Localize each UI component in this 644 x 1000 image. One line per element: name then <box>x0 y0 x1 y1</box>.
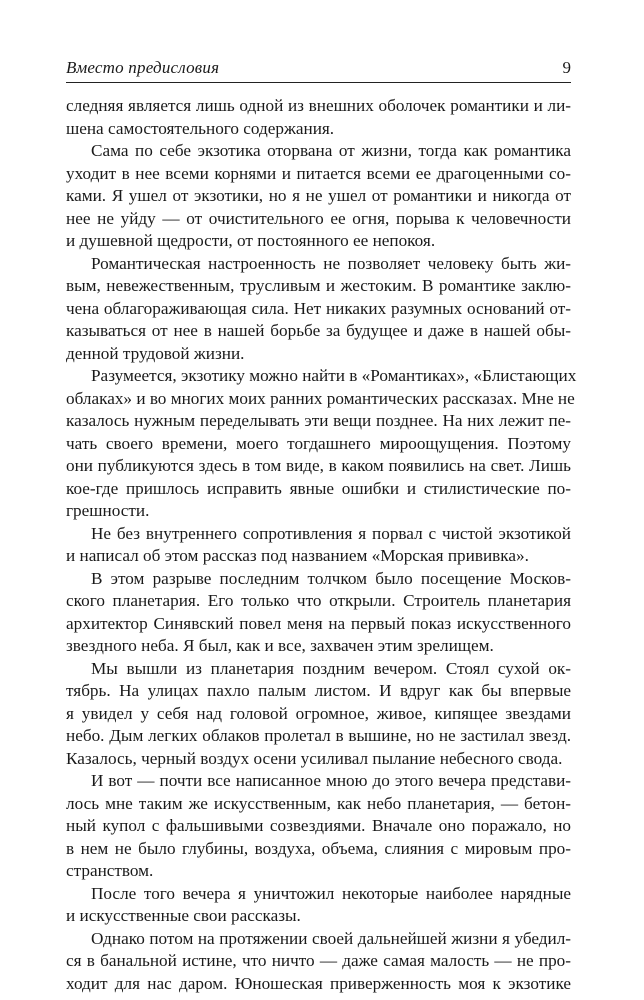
text-line: Романтическая настроенность не позволяет человеку быть жи- <box>91 253 571 273</box>
text-line: облаках» и во многих моих ранних романтических рассказах. Мне не <box>66 388 575 408</box>
text-line: я увидел у себя над головой огромное, живое, кипящее звездами <box>66 703 571 723</box>
text-line: звездного неба. Я был, как и все, захвачен этим зрелищем. <box>66 636 494 655</box>
text-line: ся в банальной истине, что ничто — даже самая малость — не про- <box>66 951 571 970</box>
text-line: и написал об этом рассказ под названием «Морская прививка». <box>66 546 529 565</box>
text-line: грешности. <box>66 501 150 520</box>
text-line: чать своего времени, моего тогдашнего мироощущения. Поэтому <box>66 433 571 453</box>
text-line: ный купол с фальшивыми созвездиями. Вначале оно поражало, но <box>66 816 571 835</box>
text-line: и душевной щедрости, от постоянного ее непокоя. <box>66 231 436 250</box>
text-line: Разумеется, экзотику можно найти в «Романтиках», «Блистающих <box>91 366 577 385</box>
text-line: Не без внутреннего сопротивления я порвал с чистой экзотикой <box>91 523 571 543</box>
text-line: кое-где пришлось исправить явные ошибки и стилистические по- <box>66 478 571 498</box>
text-line: Мы вышли из планетария поздним вечером. Стоял сухой ок- <box>91 658 571 678</box>
text-line: вым, невежественным, трусливым и жестоким. В романтике заклю- <box>66 276 571 295</box>
text-line: уходит в нее всеми корнями и питается всеми ее драгоценными со- <box>66 163 571 183</box>
text-line: После того вечера я уничтожил некоторые наиболее нарядные <box>91 883 571 903</box>
text-line: казываться от нее в нашей борьбе за будущее и даже в нашей обы- <box>66 321 571 340</box>
text-line: шена самостоятельного содержания. <box>66 118 335 138</box>
running-head <box>66 58 571 83</box>
text-line: чена облагораживающая сила. Нет никаких разумных оснований от- <box>66 298 571 318</box>
text-line: и искусственные свои рассказы. <box>66 906 301 925</box>
text-line: архитектор Синявский повел меня на первый показ искусственного <box>66 613 571 633</box>
text-line: ками. Я ушел от экзотики, но я не ушел от романтики и никогда от <box>66 186 571 205</box>
text-line: В этом разрыве последним толчком было посещение Москов- <box>91 568 571 588</box>
text-line: следняя является лишь одной из внешних оболочек романтики и ли- <box>66 96 571 115</box>
text-line: Однако потом на протяжении своей дальнейшей жизни я убедил- <box>91 928 571 948</box>
text-line: казалось нужным переделывать эти вещи позднее. На них лежит пе- <box>66 411 571 430</box>
text-line: Сама по себе экзотика оторвана от жизни, тогда как романтика <box>91 141 571 160</box>
section-title: Вместо предисловия <box>66 58 220 77</box>
text-line: нее не уйду — от очистительного ее огня, порыва к человечности <box>66 208 571 228</box>
text-line: денной трудовой жизни. <box>66 343 245 363</box>
text-line: Казалось, черный воздух осени усиливал пылание небесного свода. <box>66 748 563 768</box>
text-line: небо. Дым легких облаков пролетал в вышине, но не застилал звезд. <box>66 726 571 745</box>
text-line: в нем не было глубины, воздуха, объема, слияния с мировым про- <box>66 838 571 858</box>
text-line: ходит для нас даром. Юношеская приверженность моя к экзотике <box>66 973 571 993</box>
text-line: странством. <box>66 861 154 880</box>
text-line: И вот — почти все написанное мною до этого вечера представи- <box>91 771 571 790</box>
text-line: ского планетария. Его только что открыли. Строитель планетария <box>66 591 571 610</box>
body-text <box>66 95 577 995</box>
page-number: 9 <box>562 58 571 77</box>
text-line: лось мне таким же искусственным, как небо планетария, — бетон- <box>66 793 571 813</box>
text-line: они публикуются здесь в том виде, в каком появились на свет. Лишь <box>66 456 571 475</box>
text-line: тябрь. На улицах пахло палым листом. И вдруг как бы впервые <box>66 681 571 700</box>
